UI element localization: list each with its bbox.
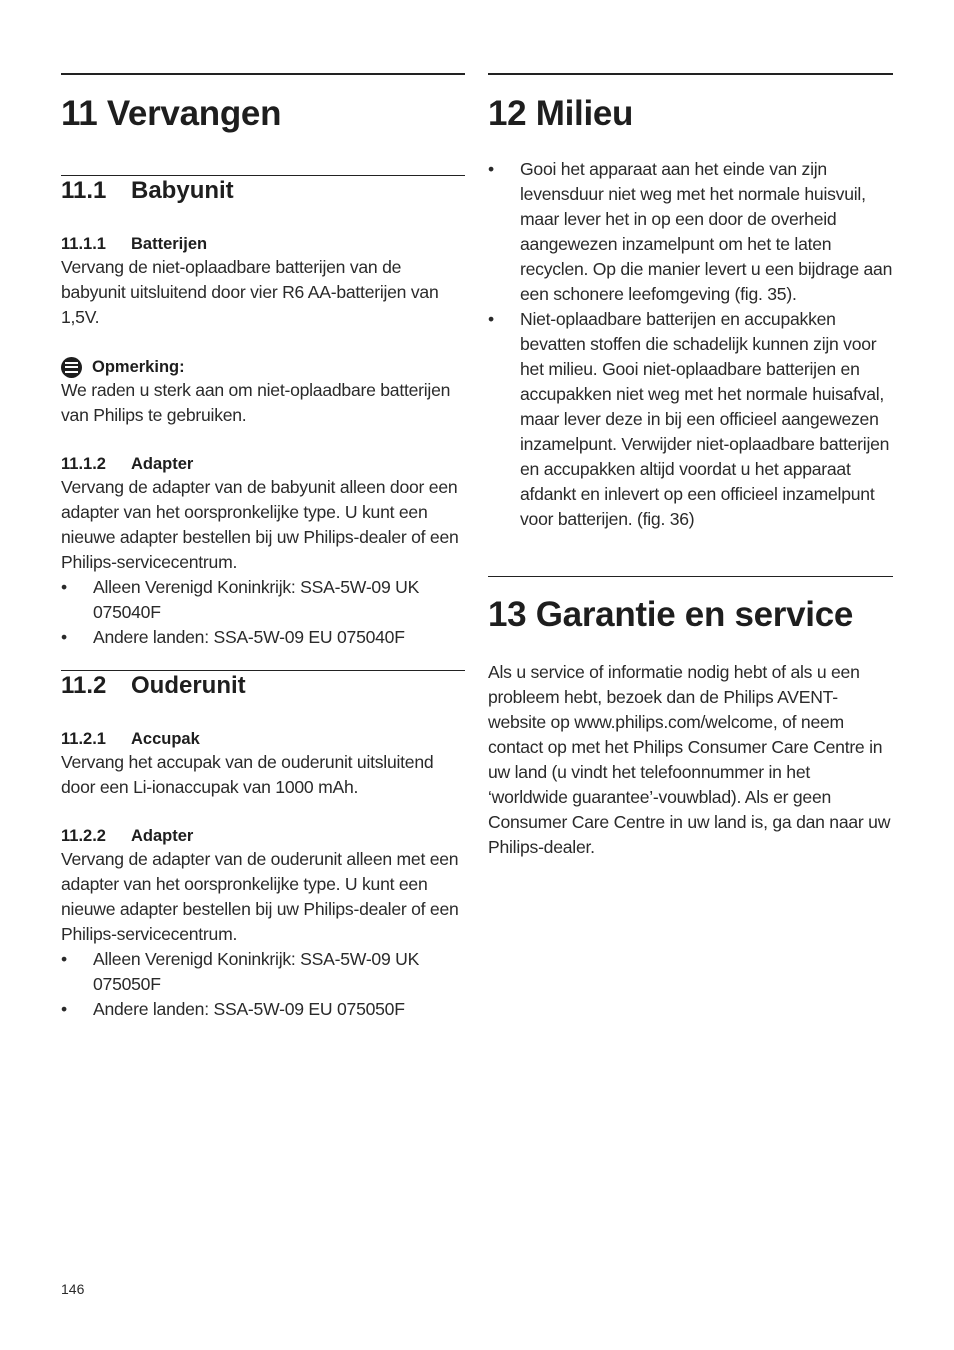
paragraph-batterijen: Vervang de niet-oplaadbare batterijen van de babyunit uitsluitend door vier R6 AA-batterijen van 1,5V. <box>61 257 439 327</box>
chapter-title-milieu: 12 Milieu <box>488 94 634 133</box>
chapter-rule <box>61 73 465 75</box>
bullet-mark: • <box>61 949 67 969</box>
left-column <box>61 73 465 1022</box>
section-title-text: Ouderunit <box>131 672 246 699</box>
note-heading <box>61 356 465 378</box>
list-item-text: Andere landen: SSA-5W-09 EU 075040F <box>93 627 405 647</box>
list-item-text: Gooi het apparaat aan het einde van zijn levensduur niet weg met het normale huisvuil, maar lever het in op een door de overheid aangewezen inzamelpunt om het te laten recyclen. Op die manier levert u een bijdrage aan een schonere leefomgeving (fig. 35). <box>520 159 893 304</box>
list-item-text: Alleen Verenigd Koninkrijk: SSA-5W-09 UK 075040F <box>93 577 420 622</box>
section-number: 11.2 <box>61 672 107 699</box>
section-title-babyunit <box>61 177 465 205</box>
note-text: We raden u sterk aan om niet-oplaadbare batterijen van Philips te gebruiken. <box>61 380 451 425</box>
chapter-title-vervangen: 11 Vervangen <box>61 94 282 133</box>
bullet-mark: • <box>61 627 67 647</box>
bullet-list-milieu <box>488 157 893 532</box>
subsection-title-adapter-ouderunit <box>61 825 465 847</box>
subsection-title-text: Adapter <box>131 455 194 473</box>
list-item-text: Alleen Verenigd Koninkrijk: SSA-5W-09 UK 075050F <box>93 949 420 994</box>
subsection-title-batterijen <box>61 233 465 255</box>
paragraph-adapter-ouderunit: Vervang de adapter van de ouderunit alleen met een adapter van het oorspronkelijke type. U kunt een nieuwe adapter bestellen bij uw Philips-dealer of een Philips-servicecentrum. <box>61 849 459 944</box>
bullet-mark: • <box>488 159 494 179</box>
subsection-title-adapter-babyunit <box>61 453 465 475</box>
list-item <box>488 157 893 307</box>
right-column <box>488 73 893 860</box>
section-title-text: Babyunit <box>131 177 234 204</box>
bullet-list-adapter-babyunit <box>61 575 465 650</box>
bullet-mark: • <box>61 999 67 1019</box>
list-item <box>61 947 465 997</box>
list-item <box>488 307 893 532</box>
bullet-mark: • <box>61 577 67 597</box>
list-item <box>61 575 465 625</box>
note-icon <box>61 357 82 378</box>
page-number: 146 <box>61 1281 85 1297</box>
note-label: Opmerking: <box>92 358 185 376</box>
subsection-title-text: Accupak <box>131 730 200 748</box>
subsection-title-text: Batterijen <box>131 235 208 253</box>
bullet-mark: • <box>488 309 494 329</box>
chapter-title-garantie: 13 Garantie en service <box>488 595 854 634</box>
subsection-number: 11.2.1 <box>61 730 106 748</box>
subsection-number: 11.1.2 <box>61 455 106 473</box>
section-rule <box>61 175 465 176</box>
bullet-list-adapter-ouderunit <box>61 947 465 1022</box>
paragraph-accupak: Vervang het accupak van de ouderunit uitsluitend door een Li-ionaccupak van 1000 mAh. <box>61 752 434 797</box>
chapter-rule <box>488 576 893 577</box>
section-title-ouderunit <box>61 672 465 700</box>
subsection-number: 11.1.1 <box>61 235 106 253</box>
paragraph-adapter-babyunit: Vervang de adapter van de babyunit alleen door een adapter van het oorspronkelijke type. U kunt een nieuwe adapter bestellen bij uw Philips-dealer of een Philips-servicecentrum. <box>61 477 459 572</box>
subsection-number: 11.2.2 <box>61 827 106 845</box>
list-item-text: Niet-oplaadbare batterijen en accupakken bevatten stoffen die schadelijk kunnen zijn voor het milieu. Gooi niet-oplaadbare batterijen en accupakken niet weg met het normale huisafval, maar lever deze in bij een officieel aangewezen inzamelpunt. Verwijder niet-oplaadbare batterijen en accupakken altijd voordat u het apparaat afdankt en inlevert op een officieel inzamelpunt voor batterijen. (fig. 36) <box>520 309 890 529</box>
list-item-text: Andere landen: SSA-5W-09 EU 075050F <box>93 999 405 1019</box>
section-rule <box>61 670 465 671</box>
chapter-rule <box>488 73 893 75</box>
paragraph-garantie: Als u service of informatie nodig hebt of als u een probleem hebt, bezoek dan de Philips AVENT-website op www.philips.com/welcome, of neem contact op met het Philips Consumer Care Centre in uw land (u vindt het telefoonnummer in het ‘worldwide guarantee’-vouwblad). Als er geen Consumer Care Centre in uw land is, ga dan naar uw Philips-dealer. <box>488 662 891 857</box>
subsection-title-accupak <box>61 728 465 750</box>
list-item <box>61 997 465 1022</box>
section-number: 11.1 <box>61 177 107 204</box>
subsection-title-text: Adapter <box>131 827 194 845</box>
list-item <box>61 625 465 650</box>
